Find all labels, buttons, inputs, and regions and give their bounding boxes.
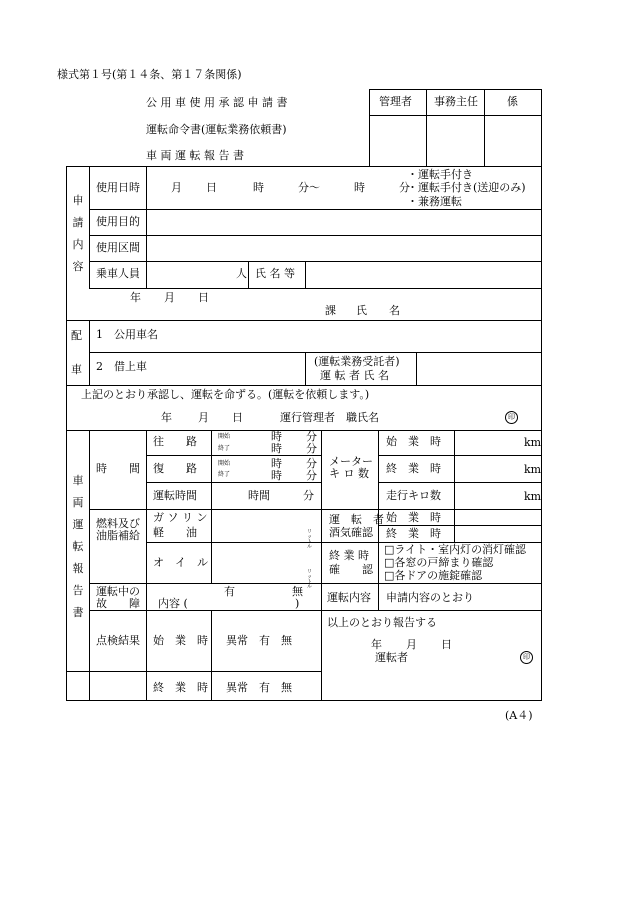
report-line-a2 xyxy=(378,455,542,456)
meter-label: メーター キ ロ 数 xyxy=(329,455,373,480)
order-title-name-label: 職氏名 xyxy=(346,411,379,424)
gasoline-label: ガ ソ リ ン xyxy=(153,511,208,524)
oil-label: オ イ ル xyxy=(153,556,208,569)
report-seal-icon: 印 xyxy=(520,651,533,664)
contractor-label: (運転業務受託者) xyxy=(314,355,400,368)
title-order: 運転命令書(運転業務依頼書) xyxy=(146,123,287,136)
dispatch-side-label-1: 配 xyxy=(71,329,82,342)
inspection-end-label: 終 業 時 xyxy=(153,681,208,694)
passengers-divider xyxy=(248,261,249,288)
drive-minutes: 分 xyxy=(303,489,314,502)
approver-jimu: 事務主任 xyxy=(434,95,478,108)
oil-liter: リットル xyxy=(307,569,313,590)
outbound-start-small: 開始 xyxy=(218,433,231,440)
passengers-unit: 人 xyxy=(236,267,247,280)
dispatch-name-divider xyxy=(416,352,417,385)
approver-kanrisha: 管理者 xyxy=(379,95,412,108)
fault-content-close: ) xyxy=(295,597,300,610)
approver-box-top xyxy=(369,89,542,90)
dispatch-bottom-line xyxy=(66,385,542,386)
alcohol-label-2: 酒気確認 xyxy=(329,526,373,539)
fuel-label: 燃料及び 油脂補給 xyxy=(96,517,140,542)
alcohol-start-label: 始 業 時 xyxy=(386,511,441,524)
order-manager-label: 運行管理者 xyxy=(280,411,335,424)
outbound-label: 往 路 xyxy=(153,435,197,448)
check-doors: □各ドアの施錠確認 xyxy=(384,569,483,582)
report-top-line xyxy=(66,430,542,431)
inspection-end-abnormal: 異常 有 無 xyxy=(226,681,292,694)
form-number: 様式第１号(第１４条、第１７条関係) xyxy=(57,68,242,81)
approver-kakari: 係 xyxy=(507,95,518,108)
fuel-col xyxy=(211,509,212,583)
distance-km: km xyxy=(524,490,542,503)
report-small-col xyxy=(211,430,212,510)
report-line-b2 xyxy=(378,482,542,483)
report-mid-col xyxy=(321,430,322,701)
report-line-f-side xyxy=(66,671,89,672)
option-driver: ・運転手付き xyxy=(407,168,473,181)
app-side-col xyxy=(89,166,90,288)
fuel-line xyxy=(146,542,321,543)
order-seal-icon: 印 xyxy=(505,411,518,424)
report-value-col xyxy=(454,430,455,510)
meter-end-km: km xyxy=(524,463,542,476)
applicant-name-label: 氏 名 xyxy=(356,304,400,317)
report-line-f xyxy=(89,671,321,672)
alcohol-label-1: 運 転 者 xyxy=(329,513,384,526)
dispatch-hired-car: 2 借上車 xyxy=(96,360,147,373)
drive-content-value: 申請内容のとおり xyxy=(386,591,474,604)
app-row-line2 xyxy=(89,235,542,236)
report-line-d xyxy=(89,583,542,584)
main-bottom-line xyxy=(66,700,542,701)
outbound-end-small: 終了 xyxy=(218,445,231,452)
date-hour2: 時 xyxy=(354,181,365,194)
approver-box-col2 xyxy=(484,89,485,167)
app-label-col xyxy=(146,166,147,288)
end-check-label-2: 確 認 xyxy=(329,563,373,576)
end-check-label-1: 終 業 時 xyxy=(329,549,369,562)
names-divider xyxy=(305,261,306,288)
report-day: 日 xyxy=(441,638,452,651)
drive-time-label: 運転時間 xyxy=(153,489,197,502)
meter-start-label: 始 業 時 xyxy=(386,435,441,448)
outbound-end-min: 分 xyxy=(306,442,317,455)
inspection-label: 点検結果 xyxy=(96,634,140,647)
passengers-label: 乗車人員 xyxy=(96,267,140,280)
fault-content-label: 内容 ( xyxy=(158,597,188,610)
distance-label: 走行キロ数 xyxy=(386,489,441,502)
report-driver-label: 運転者 xyxy=(375,651,408,664)
order-day: 日 xyxy=(232,411,243,424)
fuel-liter: リットル xyxy=(307,529,313,550)
date-minute-from: 分～ xyxy=(298,181,320,194)
purpose-label: 使用目的 xyxy=(96,215,140,228)
order-year: 年 xyxy=(161,411,172,424)
meter-end-label: 終 業 時 xyxy=(386,462,441,475)
dispatch-contractor-divider xyxy=(305,352,306,385)
outbound-end-hour: 時 xyxy=(271,442,282,455)
report-statement: 以上のとおり報告する xyxy=(327,616,437,629)
diesel-label: 軽 油 xyxy=(153,526,197,539)
inspection-start-abnormal: 異常 有 無 xyxy=(226,634,292,647)
main-top-line xyxy=(66,166,542,167)
fault-yes: 有 xyxy=(224,585,235,598)
app-row-line1 xyxy=(89,209,542,210)
section-label: 使用区間 xyxy=(96,241,140,254)
date-month: 月 xyxy=(171,181,182,194)
approver-box-col xyxy=(426,89,427,167)
approver-box-right xyxy=(541,89,542,167)
return-end-small: 終了 xyxy=(218,471,231,478)
report-side-label: 車両運転報告書 xyxy=(72,474,84,619)
title-report: 車 両 運 転 報 告 書 xyxy=(146,149,244,162)
paper-size: (A４) xyxy=(505,709,533,722)
date-minute: 分 xyxy=(399,181,410,194)
use-date-label: 使用日時 xyxy=(96,181,140,194)
approver-box-left xyxy=(369,89,370,167)
fault-no: 無 xyxy=(292,585,303,598)
date-hour: 時 xyxy=(253,181,264,194)
dispatch-top-line xyxy=(66,320,542,321)
option-driver-pickup: ・運転手付き(送迎のみ) xyxy=(407,181,526,194)
return-end-hour: 時 xyxy=(271,469,282,482)
title-application: 公 用 車 使 用 承 認 申 請 書 xyxy=(146,96,288,109)
outbound-start-min: 分 xyxy=(306,430,317,443)
return-label: 復 路 xyxy=(153,462,197,475)
approver-box-divider xyxy=(369,115,542,116)
names-label: 氏 名 等 xyxy=(255,267,295,280)
order-statement: 上記のとおり承認し、運転を命ずる。(運転を依頼します。) xyxy=(81,388,370,401)
report-label-col xyxy=(146,430,147,701)
report-side-col xyxy=(89,430,90,701)
fault-label-2: 故 障 xyxy=(96,597,140,610)
option-concurrent: ・兼務運転 xyxy=(407,195,462,208)
report-line-b xyxy=(146,482,321,483)
check-lights: □ライト・室内灯の消灯確認 xyxy=(384,543,527,556)
report-line-a xyxy=(146,455,321,456)
app-row-line3 xyxy=(89,261,542,262)
check-windows: □各窓の戸締まり確認 xyxy=(384,556,494,569)
return-start-small: 開始 xyxy=(218,460,231,467)
app-month: 月 xyxy=(164,291,175,304)
driver-name-label: 運 転 者 氏 名 xyxy=(320,369,389,382)
app-year: 年 xyxy=(130,291,141,304)
app-side-label: 申請内容 xyxy=(72,194,84,273)
app-day: 日 xyxy=(198,291,209,304)
order-month: 月 xyxy=(198,411,209,424)
date-day: 日 xyxy=(206,181,217,194)
report-line-c xyxy=(89,509,542,510)
main-left-line xyxy=(66,166,67,701)
alcohol-end-label: 終 業 時 xyxy=(386,527,441,540)
drive-hours: 時間 xyxy=(248,489,270,502)
drive-content-label: 運転内容 xyxy=(327,591,371,604)
dispatch-side-label-2: 車 xyxy=(71,363,82,376)
app-row-line4 xyxy=(89,288,542,289)
inspection-col xyxy=(211,610,212,701)
fault-label-1: 運転中の xyxy=(96,585,140,598)
outbound-start-hour: 時 xyxy=(271,430,282,443)
dispatch-official-car: 1 公用車名 xyxy=(96,328,158,341)
report-line-e xyxy=(89,610,542,611)
dispatch-mid-line xyxy=(89,352,542,353)
meter-start-km: km xyxy=(524,436,542,449)
report-month: 月 xyxy=(406,638,417,651)
main-right-line xyxy=(541,166,542,701)
inspection-start-label: 始 業 時 xyxy=(153,634,208,647)
return-end-min: 分 xyxy=(306,469,317,482)
alcohol-line xyxy=(378,525,542,526)
report-year: 年 xyxy=(371,638,382,651)
dept-label: 課 xyxy=(325,304,336,317)
time-label: 時 間 xyxy=(96,462,140,475)
return-start-min: 分 xyxy=(306,457,317,470)
return-start-hour: 時 xyxy=(271,457,282,470)
